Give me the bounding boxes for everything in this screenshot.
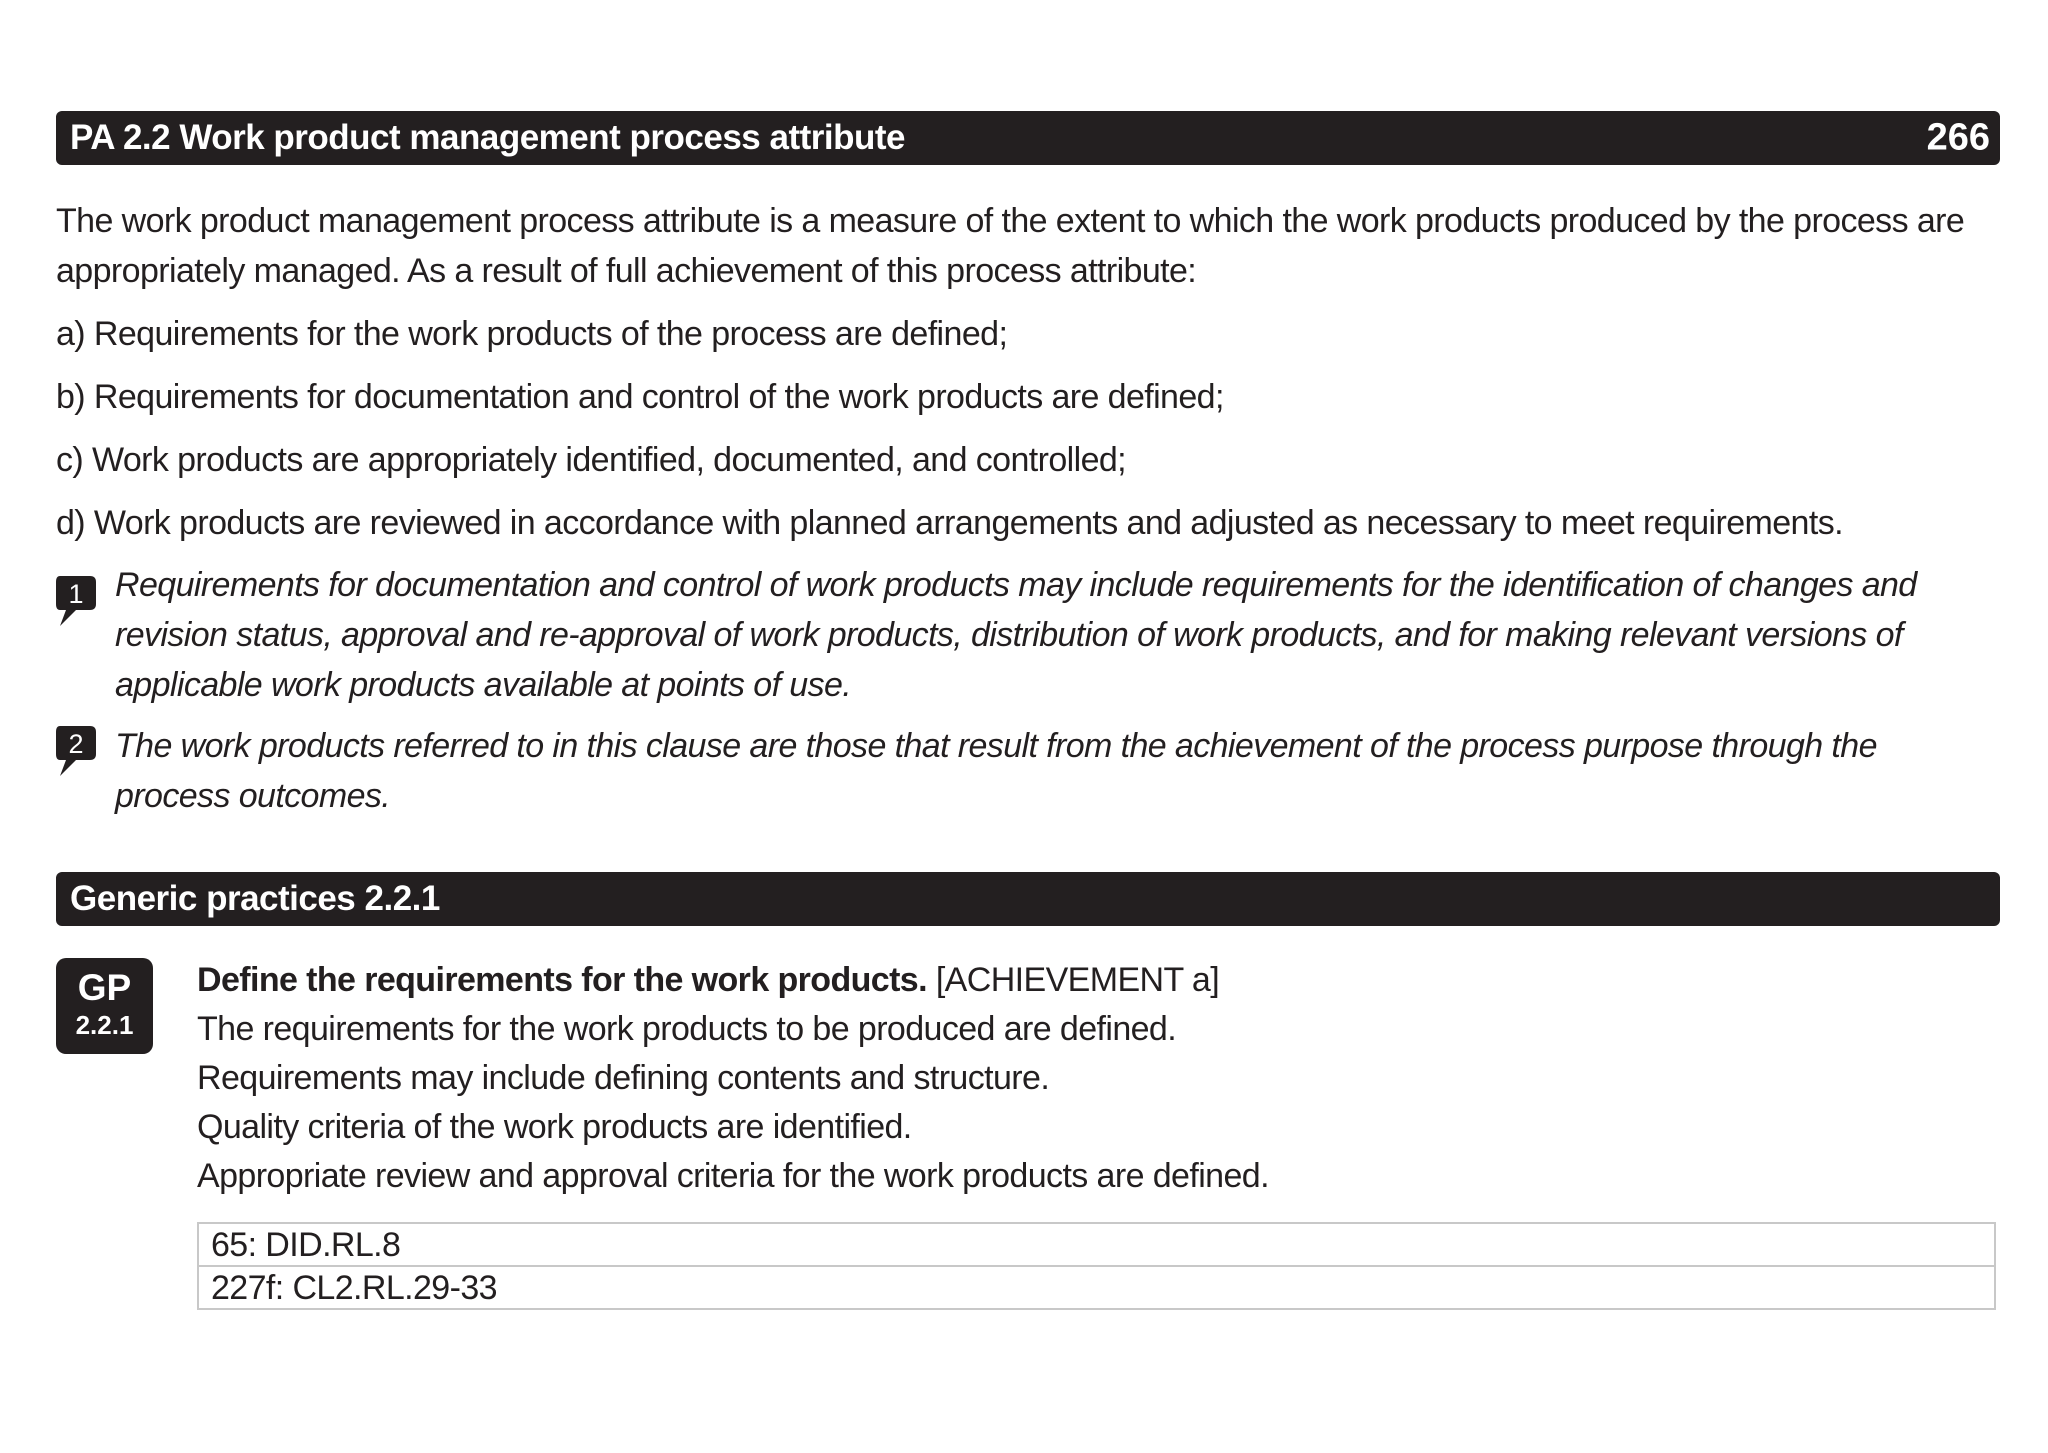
gp-line-2: Requirements may include defining contents and structure.	[197, 1059, 1050, 1097]
generic-practices-title: Generic practices 2.2.1	[70, 879, 440, 918]
achievement-b: b) Requirements for documentation and control of the work products are defined;	[56, 378, 1224, 416]
gp-badge-label: GP	[77, 967, 132, 1008]
gp-line-1: The requirements for the work products to be produced are defined.	[197, 1010, 1177, 1048]
note-1-line-3: applicable work products available at points of use.	[115, 666, 852, 704]
reference-table	[197, 1222, 1996, 1310]
section-title: PA 2.2 Work product management process attribute	[70, 118, 905, 157]
gp-heading-bold: Define the requirements for the work products.	[197, 961, 927, 999]
gp-heading	[197, 956, 1997, 1005]
gp-line-4: Appropriate review and approval criteria for the work products are defined.	[197, 1157, 1269, 1195]
note-2	[115, 721, 1995, 821]
note-1-line-2: revision status, approval and re-approval of work products, distribution of work products, and for making relevant versions of	[115, 616, 1903, 654]
gp-description	[197, 956, 1997, 1201]
note-number: 2	[68, 729, 84, 759]
achievement-d: d) Work products are reviewed in accordance with planned arrangements and adjusted as necessary to meet requirements.	[56, 504, 1843, 542]
reference-cell: 227f: CL2.RL.29-33	[198, 1266, 1995, 1309]
note-2-line-2: process outcomes.	[115, 777, 391, 815]
generic-practices-bar	[56, 872, 2000, 926]
intro-line-1: The work product management process attribute is a measure of the extent to which the work products produced by the process are	[56, 202, 1965, 240]
note-2-line-1: The work products referred to in this clause are those that result from the achievement of the process purpose through the	[115, 727, 1877, 765]
note-bubble-icon	[54, 722, 98, 772]
table-row	[198, 1223, 1995, 1266]
intro-line-2: appropriately managed. As a result of full achievement of this process attribute:	[56, 252, 1197, 290]
achievement-c: c) Work products are appropriately identified, documented, and controlled;	[56, 441, 1127, 479]
note-1	[115, 560, 1995, 710]
reference-cell: 65: DID.RL.8	[198, 1223, 1995, 1266]
gp-heading-tag: [ACHIEVEMENT a]	[926, 961, 1220, 999]
note-number: 1	[68, 579, 84, 609]
note-bubble-icon	[54, 572, 98, 622]
gp-line-3: Quality criteria of the work products are identified.	[197, 1108, 912, 1146]
note-1-line-1: Requirements for documentation and control of work products may include requirements for the identification of changes and	[115, 566, 1917, 604]
achievement-a: a) Requirements for the work products of the process are defined;	[56, 315, 1008, 353]
page-number: 266	[1926, 116, 1990, 159]
gp-badge-number: 2.2.1	[75, 1010, 134, 1040]
section-header-bar	[56, 111, 2000, 165]
table-row	[198, 1266, 1995, 1309]
gp-badge	[56, 958, 153, 1054]
